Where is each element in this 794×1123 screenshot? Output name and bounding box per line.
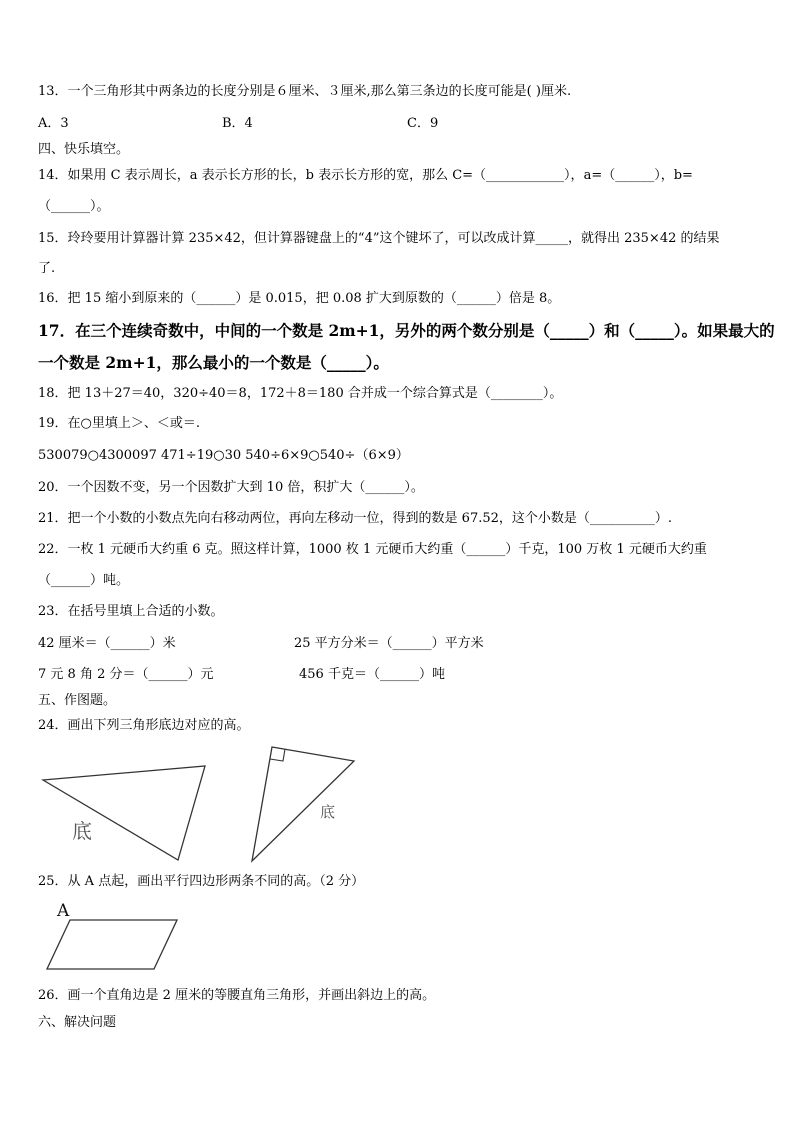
q22-line1: 22．一枚 1 元硬币大约重 6 克。照这样计算，1000 枚 1 元硬币大约重（______）千克，100 万枚 1 元硬币大约重 (38, 542, 707, 557)
q24-right-angle-mark (270, 749, 285, 761)
section-4-heading: 四、快乐填空。 (38, 142, 130, 157)
q17-line1: 17．在三个连续奇数中，中间的一个数是 2m+1，另外的两个数分别是（_____）和（_____）。如果最大的 (38, 321, 775, 340)
q13-option-a: A．3 (38, 116, 69, 131)
q14-line1: 14．如果用 C 表示周长，a 表示长方形的长，b 表示长方形的宽，那么 C=（____________），a=（______），b= (38, 168, 693, 183)
q26-text: 26．画一个直角边是 2 厘米的等腰直角三角形，并画出斜边上的高。 (38, 988, 436, 1003)
q20-text: 20．一个因数不变，另一个因数扩大到 10 倍，积扩大（______）。 (38, 480, 424, 495)
q15-line1: 15．玲玲要用计算器计算 235×42，但计算器键盘上的“4”这个键坏了，可以改成计算_____，就得出 235×42 的结果 (38, 231, 720, 246)
q24-label-right: 底 (320, 803, 336, 821)
q18-text: 18．把 13＋27＝40，320÷40＝8，172＋8＝180 合并成一个综合算式是（________）。 (38, 386, 563, 401)
q19-items: 530079○4300097 471÷19○30 540÷6×9○540÷（6×9） (38, 448, 409, 463)
q25-parallelogram (47, 920, 177, 969)
q25-parallelogram-figure (0, 896, 794, 976)
q23-item-b: 25 平方分米＝（______）平方米 (294, 636, 484, 651)
q25-point-label: A (57, 901, 70, 921)
q24-text: 24．画出下列三角形底边对应的高。 (38, 718, 250, 733)
q23-text: 23．在括号里填上合适的小数。 (38, 604, 224, 619)
q25-text: 25．从 A 点起，画出平行四边形两条不同的高。（2 分） (38, 874, 365, 889)
q19-text: 19．在○里填上＞、＜或＝. (38, 416, 201, 431)
q13-option-c: C．9 (407, 116, 439, 131)
q24-triangle-left (43, 766, 205, 860)
q21-text: 21．把一个小数的小数点先向右移动两位，再向左移动一位，得到的数是 67.52，这个小数是（__________）. (38, 511, 673, 526)
q24-label-left: 底 (72, 819, 92, 843)
q23-item-d: 456 千克＝（______）吨 (299, 667, 445, 682)
q13-option-b: B．4 (222, 116, 253, 131)
q15-line2: 了. (38, 261, 56, 276)
q24-triangle-right (252, 747, 354, 861)
section-6-heading: 六、解决问题 (38, 1015, 117, 1030)
q24-triangles-figure (0, 740, 794, 870)
section-5-heading: 五、作图题。 (38, 693, 117, 708)
q17-line2: 一个数是 2m+1，那么最小的一个数是（_____）。 (38, 353, 389, 372)
q23-item-a: 42 厘米＝（______）米 (38, 636, 176, 651)
q16-text: 16．把 15 缩小到原来的（______）是 0.015，把 0.08 扩大到原数的（______）倍是 8。 (38, 291, 561, 306)
q13-text: 13．一个三角形其中两条边的长度分别是６厘米、３厘米,那么第三条边的长度可能是( )厘米. (38, 84, 572, 99)
q22-line2: （______）吨。 (38, 573, 130, 588)
q23-item-c: 7 元 8 角 2 分＝（______）元 (38, 667, 214, 682)
q14-line2: （______）。 (38, 199, 110, 214)
